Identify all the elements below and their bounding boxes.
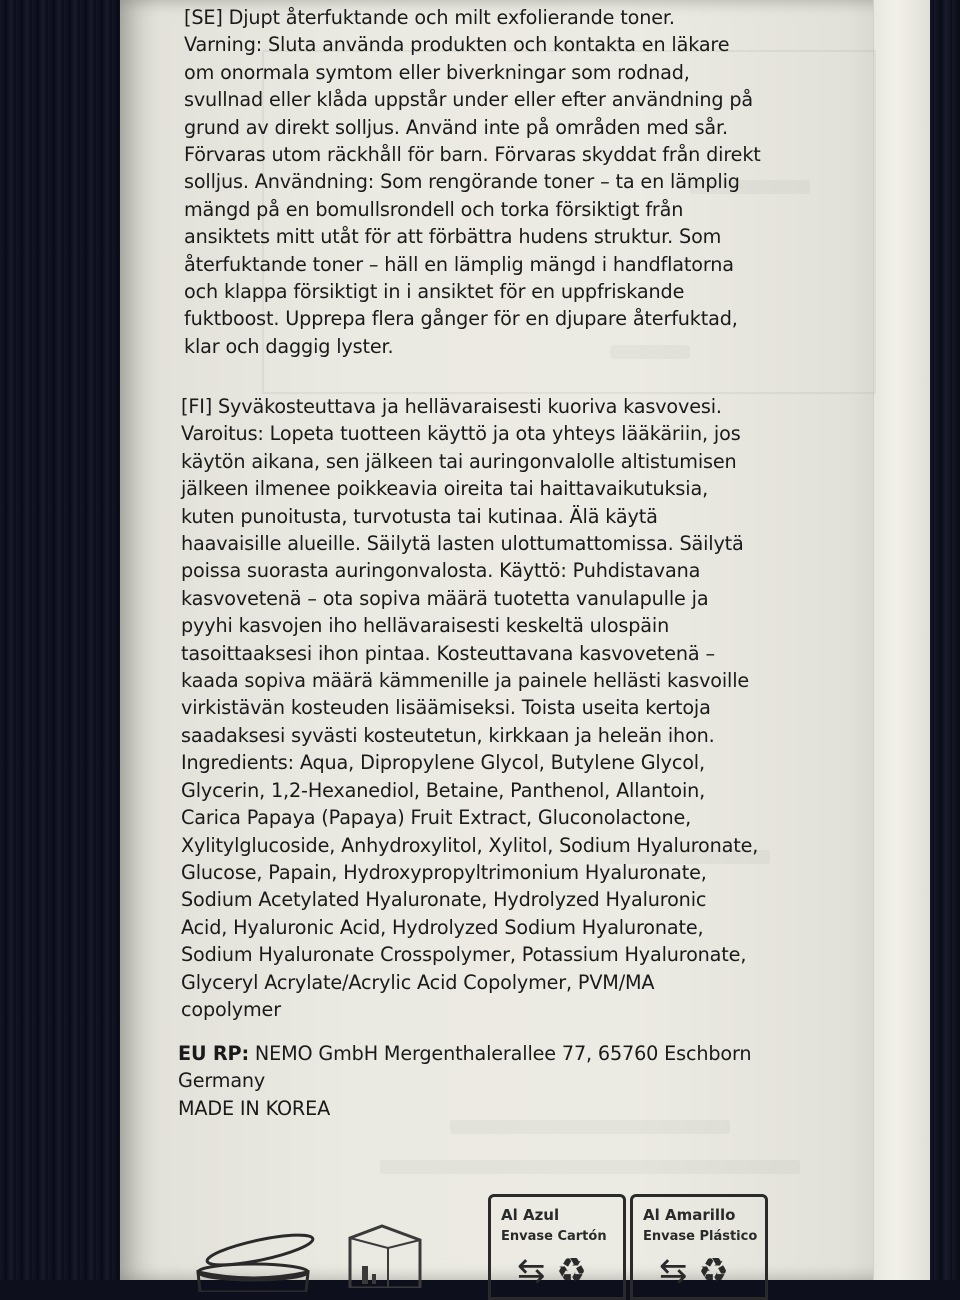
swedish-line: om onormala symtom eller biverkningar som rodnad,	[184, 60, 690, 84]
finnish-line: kuten punoitusta, turvotusta tai kutinaa. Älä käytä	[181, 504, 658, 528]
ingredients-line: Ingredients: Aqua, Dipropylene Glycol, Butylene Glycol,	[181, 751, 705, 775]
trash-bin-icon	[188, 1222, 318, 1292]
recycle-azul-subtitle: Envase Cartón	[501, 1229, 607, 1244]
recycle-box-amarillo	[630, 1194, 768, 1300]
finnish-line: kasvovetenä – ota sopiva määrä tuotetta vanulapulle ja	[181, 586, 709, 610]
finnish-line: käytön aikana, sen jälkeen tai auringonvalolle altistumisen	[181, 449, 737, 473]
ingredients-line: Xylitylglucoside, Anhydroxylitol, Xylitol, Sodium Hyaluronate,	[181, 833, 759, 857]
ingredients-line: Glucose, Papain, Hydroxypropyltrimonium Hyaluronate,	[181, 860, 707, 884]
finnish-line: poissa suorasta auringonvalosta. Käyttö: Puhdistavana	[181, 559, 701, 583]
recycle-symbol-icon: ⇆ ♻	[517, 1251, 587, 1291]
paper-document-icon	[342, 1218, 442, 1288]
finnish-line: tasoittaaksesi ihon pintaa. Kosteuttavana kasvovetenä –	[181, 641, 715, 665]
finnish-section	[181, 393, 841, 1023]
made-in-label: MADE IN KOREA	[178, 1096, 331, 1120]
eu-rp-address-line	[178, 1040, 838, 1067]
finnish-line: Varoitus: Lopeta tuotteen käyttö ja ota yhteys lääkäriin, jos	[181, 422, 741, 446]
swedish-line: fuktboost. Upprepa flera gånger för en djupare återfuktad,	[184, 307, 738, 331]
swedish-line: [SE] Djupt återfuktande och milt exfolierande toner.	[184, 6, 675, 29]
recycle-azul-title: Al Azul	[501, 1206, 560, 1224]
swedish-line: Förvaras utom räckhåll för barn. Förvaras skyddat från direkt	[184, 143, 761, 167]
swedish-line: återfuktande toner – häll en lämplig mängd i handflatorna	[184, 252, 734, 276]
finnish-line: virkistävän kosteuden lisäämiseksi. Toista useita kertoja	[181, 696, 711, 720]
ingredients-line: Sodium Acetylated Hyaluronate, Hydrolyzed Hyaluronic	[181, 888, 707, 912]
swedish-line: grund av direkt solljus. Använd inte på områden med sår.	[184, 115, 728, 139]
swedish-line: klar och daggig lyster.	[184, 334, 394, 358]
finnish-line: saadaksesi syvästi kosteutetun, kirkkaan ja heleän ihon.	[181, 723, 715, 747]
show-through-mark	[380, 1160, 800, 1174]
swedish-line: ansiktets mitt utåt för att förbättra hudens struktur. Som	[184, 225, 722, 249]
ingredients-line: Glyceryl Acrylate/Acrylic Acid Copolymer, PVM/MA	[181, 970, 655, 994]
swedish-line: svullnad eller klåda uppstår under eller efter användning på	[184, 88, 753, 112]
swedish-line: Varning: Sluta använda produkten och kontakta en läkare	[184, 33, 730, 57]
finnish-line: [FI] Syväkosteuttava ja hellävaraisesti kuoriva kasvovesi.	[181, 395, 722, 418]
finnish-line: haavaisille alueille. Säilytä lasten ulottumattomissa. Säilytä	[181, 532, 744, 556]
package-fold-edge	[873, 0, 930, 1280]
ingredients-line: Carica Papaya (Papaya) Fruit Extract, Gluconolactone,	[181, 806, 692, 830]
eu-rp-address: NEMO GmbH Mergenthalerallee 77, 65760 Eschborn	[248, 1042, 752, 1065]
finnish-line: pyyhi kasvojen iho hellävaraisesti keskeltä ulospäin	[181, 614, 670, 638]
finnish-line: jälkeen ilmenee poikkeavia oireita tai haittavaikutuksia,	[181, 477, 709, 501]
recycle-box-azul	[488, 1194, 626, 1300]
ingredients-line: Glycerin, 1,2-Hexanediol, Betaine, Panthenol, Allantoin,	[181, 778, 706, 802]
swedish-line: och klappa försiktigt in i ansiktet för en uppfriskande	[184, 280, 685, 304]
recycle-amarillo-subtitle: Envase Plástico	[643, 1229, 758, 1244]
recycle-symbol-icon: ⇆ ♻	[659, 1251, 729, 1291]
eu-rp-country: Germany	[178, 1069, 266, 1093]
finnish-line: kaada sopiva määrä kämmenille ja painele hellästi kasvoille	[181, 669, 750, 693]
ingredients-line: copolymer	[181, 997, 281, 1021]
recycle-amarillo-title: Al Amarillo	[643, 1206, 736, 1224]
swedish-line: mängd på en bomullsrondell och torka försiktigt från	[184, 197, 684, 221]
swedish-section	[184, 4, 844, 360]
eu-rp-label: EU RP:	[178, 1042, 249, 1065]
eu-rp-section	[178, 1040, 838, 1122]
ingredients-line: Sodium Hyaluronate Crosspolymer, Potassium Hyaluronate,	[181, 943, 747, 967]
ingredients-line: Acid, Hyaluronic Acid, Hydrolyzed Sodium Hyaluronate,	[181, 915, 704, 939]
swedish-line: solljus. Användning: Som rengörande toner – ta en lämplig	[184, 170, 740, 194]
